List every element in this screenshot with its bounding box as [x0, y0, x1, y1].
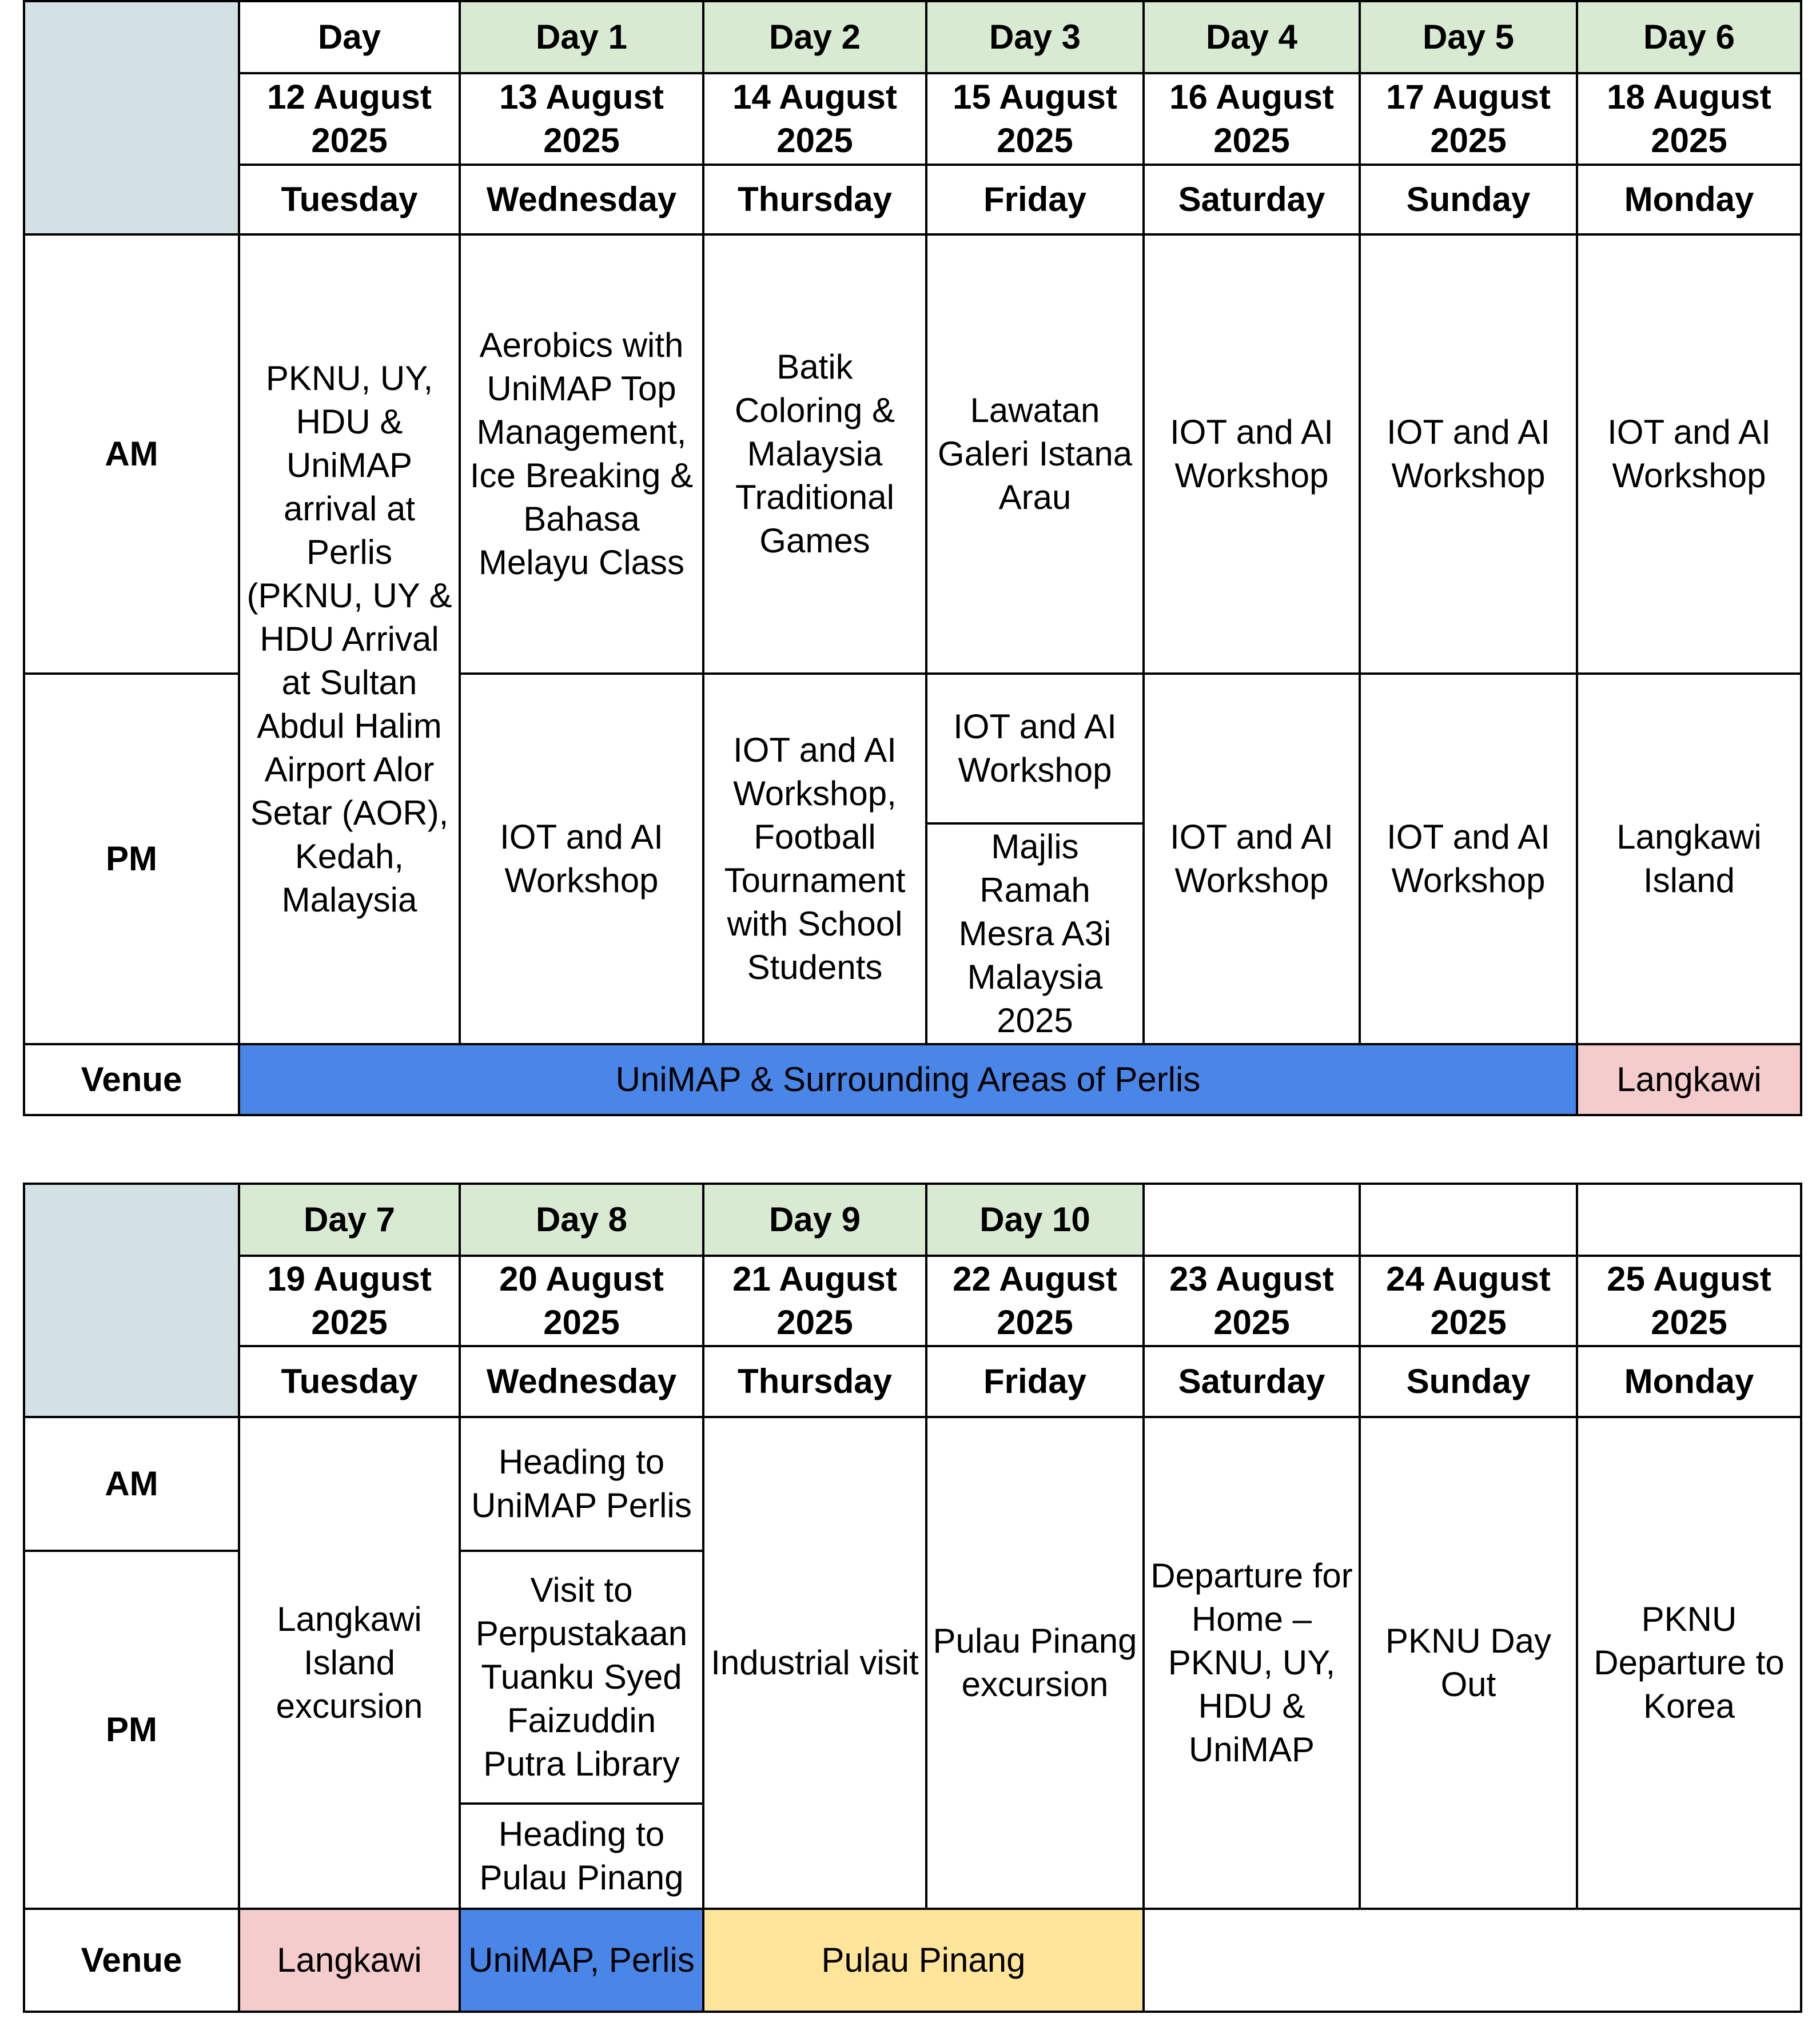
weekday-cell: Wednesday	[460, 1346, 703, 1417]
activity-cell: PKNU Departure to Korea	[1577, 1417, 1801, 1909]
date-cell: 18 August 2025	[1577, 73, 1801, 165]
activity-cell: IOT and AI Workshop	[1360, 234, 1577, 674]
venue-cell: UniMAP, Perlis	[460, 1909, 703, 2012]
day-label	[1144, 1184, 1360, 1256]
activity-cell: Batik Coloring & Malaysia Traditional Games	[703, 234, 926, 674]
day-label: Day	[239, 1, 460, 73]
row-label-am: AM	[24, 1417, 239, 1551]
weekday-cell: Thursday	[703, 1346, 926, 1417]
date-cell: 16 August 2025	[1144, 73, 1360, 165]
activity-cell: Majlis Ramah Mesra A3i Malaysia 2025	[926, 823, 1144, 1044]
day-label: Day 5	[1360, 1, 1577, 73]
day-label	[1360, 1184, 1577, 1256]
day-label	[1577, 1184, 1801, 1256]
activity-cell: PKNU Day Out	[1360, 1417, 1577, 1909]
activity-cell: Heading to Pulau Pinang	[460, 1804, 703, 1909]
weekday-cell: Thursday	[703, 165, 926, 234]
day-label: Day 2	[703, 1, 926, 73]
activity-cell: IOT and AI Workshop	[1360, 674, 1577, 1044]
activity-cell: IOT and AI Workshop	[1577, 234, 1801, 674]
activity-cell: IOT and AI Workshop	[926, 674, 1144, 823]
venue-empty-cell	[1144, 1909, 1801, 2012]
date-cell: 17 August 2025	[1360, 73, 1577, 165]
weekday-cell: Saturday	[1144, 1346, 1360, 1417]
date-cell: 25 August 2025	[1577, 1256, 1801, 1346]
date-cell: 20 August 2025	[460, 1256, 703, 1346]
activity-cell: Industrial visit	[703, 1417, 926, 1909]
weekday-cell: Monday	[1577, 165, 1801, 234]
row-label-am: AM	[24, 234, 239, 674]
date-cell: 23 August 2025	[1144, 1256, 1360, 1346]
venue-cell: UniMAP & Surrounding Areas of Perlis	[239, 1044, 1577, 1115]
day-label: Day 1	[460, 1, 703, 73]
day-label: Day 8	[460, 1184, 703, 1256]
weekday-cell: Tuesday	[239, 165, 460, 234]
activity-cell: Heading to UniMAP Perlis	[460, 1417, 703, 1551]
weekday-cell: Sunday	[1360, 1346, 1577, 1417]
date-cell: 24 August 2025	[1360, 1256, 1577, 1346]
venue-cell: Pulau Pinang	[703, 1909, 1144, 2012]
activity-cell: Lawatan Galeri Istana Arau	[926, 234, 1144, 674]
activity-cell: Visit to Perpustakaan Tuanku Syed Faizuddin Putra Library	[460, 1551, 703, 1804]
day-label: Day 3	[926, 1, 1144, 73]
activity-cell: Langkawi Island	[1577, 674, 1801, 1044]
weekday-cell: Sunday	[1360, 165, 1577, 234]
weekday-cell: Wednesday	[460, 165, 703, 234]
corner-blank-cell	[24, 1, 239, 234]
schedule-week-1	[23, 0, 1802, 1116]
day-label: Day 6	[1577, 1, 1801, 73]
weekday-cell: Saturday	[1144, 165, 1360, 234]
weekday-cell: Friday	[926, 1346, 1144, 1417]
date-cell: 14 August 2025	[703, 73, 926, 165]
weekday-cell: Monday	[1577, 1346, 1801, 1417]
weekday-cell: Tuesday	[239, 1346, 460, 1417]
activity-cell: IOT and AI Workshop	[1144, 674, 1360, 1044]
schedule-week-2	[23, 1183, 1802, 2013]
activity-cell: Pulau Pinang excursion	[926, 1417, 1144, 1909]
day-label: Day 9	[703, 1184, 926, 1256]
date-cell: 12 August 2025	[239, 73, 460, 165]
row-label-pm: PM	[24, 1551, 239, 1909]
date-cell: 22 August 2025	[926, 1256, 1144, 1346]
date-cell: 19 August 2025	[239, 1256, 460, 1346]
activity-cell: Departure for Home – PKNU, UY, HDU & UniMAP	[1144, 1417, 1360, 1909]
arrival-cell: PKNU, UY, HDU & UniMAP arrival at Perlis (PKNU, UY & HDU Arrival at Sultan Abdul Halim Airport Alor Setar (AOR), Kedah, Malaysia	[239, 234, 460, 1044]
activity-cell: Aerobics with UniMAP Top Management, Ice Breaking & Bahasa Melayu Class	[460, 234, 703, 674]
day-label: Day 10	[926, 1184, 1144, 1256]
activity-cell: IOT and AI Workshop, Football Tournament with School Students	[703, 674, 926, 1044]
row-label-pm: PM	[24, 674, 239, 1044]
day-label: Day 7	[239, 1184, 460, 1256]
date-cell: 15 August 2025	[926, 73, 1144, 165]
weekday-cell: Friday	[926, 165, 1144, 234]
day-label: Day 4	[1144, 1, 1360, 73]
date-cell: 13 August 2025	[460, 73, 703, 165]
row-label-venue: Venue	[24, 1044, 239, 1115]
activity-cell: Langkawi Island excursion	[239, 1417, 460, 1909]
activity-cell: IOT and AI Workshop	[1144, 234, 1360, 674]
date-cell: 21 August 2025	[703, 1256, 926, 1346]
row-label-venue: Venue	[24, 1909, 239, 2012]
activity-cell: IOT and AI Workshop	[460, 674, 703, 1044]
venue-cell: Langkawi	[1577, 1044, 1801, 1115]
venue-cell: Langkawi	[239, 1909, 460, 2012]
corner-blank-cell	[24, 1184, 239, 1417]
